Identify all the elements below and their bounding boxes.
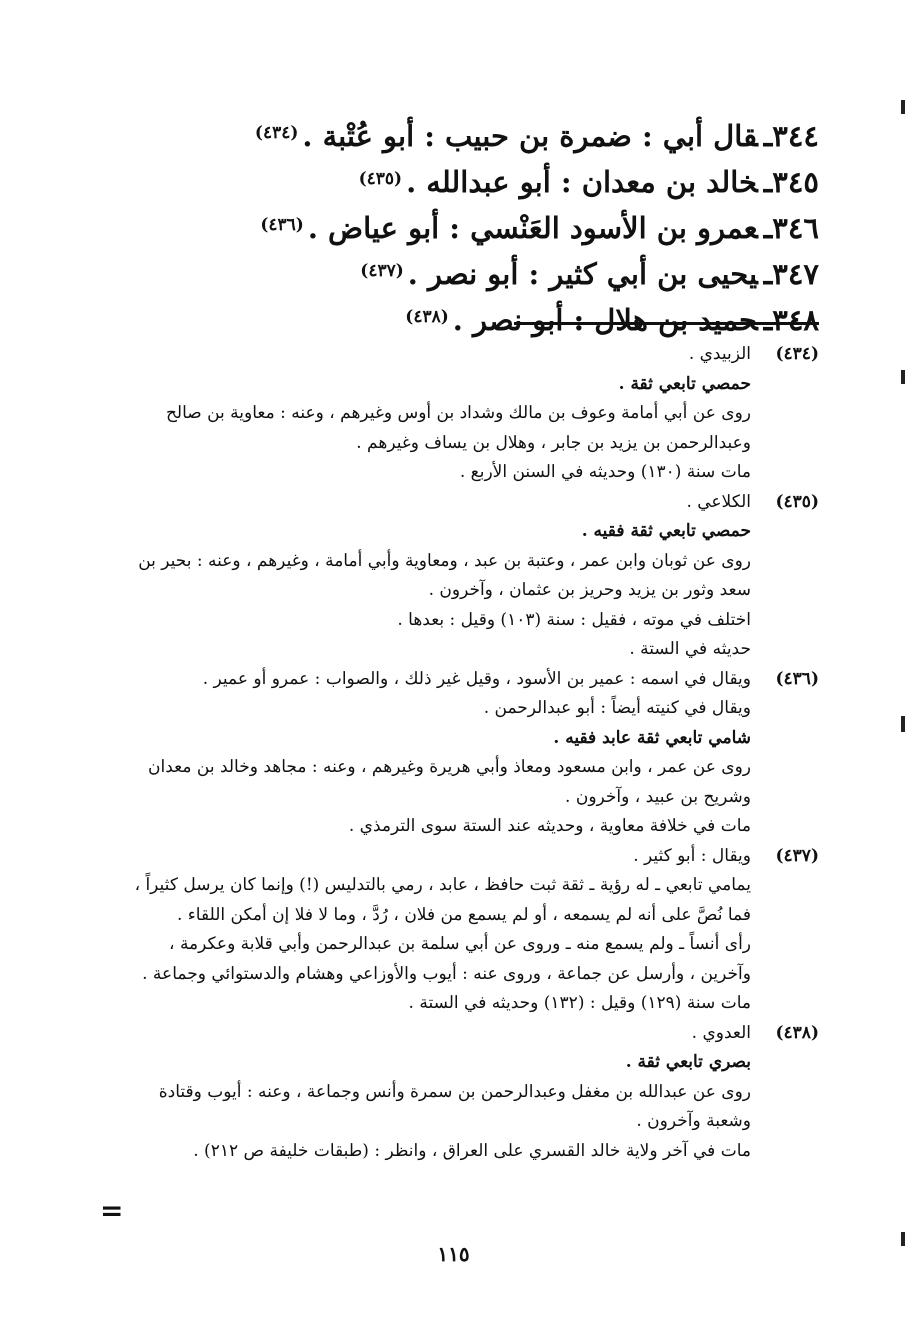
page-number: ١١٥ (437, 1242, 470, 1266)
footnote-line: شامي تابعي ثقة عابد فقيه . (553, 727, 751, 748)
main-entry (254, 112, 819, 158)
footnotes (127, 340, 819, 1166)
main-entries (254, 112, 819, 342)
scan-edge-mark (901, 100, 905, 114)
footnote (127, 842, 819, 1019)
main-entry (259, 158, 819, 204)
footnote-line: بصري تابعي ثقة . (625, 1052, 751, 1072)
footnote-line: روى عن ثوبان وابن عمر ، وعتبة بن عبد ، ومعاوية وأبي أمامة ، وغيرهم ، وعنه : بحير بن (138, 550, 751, 571)
entry-text: خالد بن معدان : أبو عبدالله . (406, 165, 758, 199)
footnote-line: حمصي تابعي ثقة . (618, 373, 751, 394)
footnote-number: (٤٣٧) (775, 845, 819, 866)
footnote-line: مات في آخر ولاية خالد القسري على العراق ، وانظر : (طبقات خليفة ص ٢١٢) . (193, 1140, 751, 1161)
entry-text: يحيى بن أبي كثير : أبو نصر . (407, 257, 758, 291)
entry-text: حميد بن هلال : أبو نصر . (452, 303, 758, 337)
footnote-number: (٤٣٤) (775, 344, 819, 364)
footnote-line: يمامي تابعي ـ له رؤية ـ ثقة ثبت حافظ ، عابد ، رمي بالتدليس (!) وإنما كان يرسل كثيراً ، (134, 875, 751, 895)
entry-footnote-ref: (٤٣٦) (260, 215, 304, 235)
footnote-line: روى عن عبدالله بن مغفل وعبدالرحمن بن سمرة وأنس وجماعة ، وعنه : أيوب وقتادة (158, 1081, 751, 1102)
footnote-line: مات سنة (١٢٩) وقيل : (١٣٢) وحديثه في الستة . (408, 993, 751, 1013)
entry-number: ٣٤٦ـ (763, 211, 819, 245)
footnote-number: (٤٣٨) (775, 1022, 819, 1043)
footnote-line: الكلاعي . (686, 491, 751, 512)
footnote-divider (514, 322, 819, 325)
entry-text: عمرو بن الأسود العَنْسي : أبو عياض . (307, 211, 758, 245)
footnote-line: روى عن عمر ، وابن مسعود ومعاذ وأبي هريرة وغيرهم ، وعنه : مجاهد وخالد بن معدان (148, 757, 751, 777)
footnote-line: وعبدالرحمن بن يزيد بن جابر ، وهلال بن يساف وغيرهم . (356, 432, 751, 453)
footnote-line: حمصي تابعي ثقة فقيه . (581, 521, 751, 541)
footnote (127, 1019, 819, 1167)
footnote-line: وشعبة وآخرون . (636, 1111, 751, 1131)
continuation-mark: = (100, 1194, 124, 1227)
footnote-line: مات سنة (١٣٠) وحديثه في السنن الأربع . (459, 462, 751, 482)
main-entry (259, 250, 819, 296)
footnote-line: ويقال : أبو كثير . (633, 845, 751, 866)
scan-edge-mark (901, 716, 905, 732)
footnote-number: (٤٣٥) (775, 491, 819, 512)
entry-footnote-ref: (٤٣٨) (405, 307, 449, 327)
footnote-number: (٤٣٦) (775, 668, 819, 689)
entry-number: ٣٤٨ـ (763, 303, 819, 337)
footnote-line: ويقال في كنيته أيضاً : أبو عبدالرحمن . (483, 698, 751, 718)
footnote-line: حديثه في الستة . (629, 639, 751, 659)
footnote-line: سعد وثور بن يزيد وحريز بن عثمان ، وآخرون . (428, 580, 751, 600)
footnote-line: ويقال في اسمه : عمير بن الأسود ، وقيل غير ذلك ، والصواب : عمرو أو عمير . (202, 668, 751, 689)
footnote-line: روى عن أبي أمامة وعوف بن مالك وشداد بن أوس وغيرهم ، وعنه : معاوية بن صالح (165, 403, 751, 423)
entry-number: ٣٤٥ـ (763, 165, 819, 199)
footnote-line: رأى أنساً ـ ولم يسمع منه ـ وروى عن أبي سلمة بن عبدالرحمن وأبي قلابة وعكرمة ، (169, 934, 751, 954)
entry-footnote-ref: (٤٣٥) (358, 169, 403, 189)
footnote (127, 488, 819, 665)
footnote-line: الزبيدي . (688, 344, 751, 364)
entry-text: قال أبي : ضمرة بن حبيب : أبو عُتْبة . (302, 119, 758, 153)
footnote (127, 665, 819, 842)
scan-edge-mark (901, 370, 905, 384)
scan-edge-mark (901, 1232, 905, 1246)
footnote-line: مات في خلافة معاوية ، وحديثه عند الستة سوى الترمذي . (348, 816, 751, 836)
entry-number: ٣٤٤ـ (763, 119, 819, 153)
entry-footnote-ref: (٤٣٤) (254, 123, 299, 143)
entry-number: ٣٤٧ـ (763, 257, 819, 291)
footnote-line: وشريح بن عبيد ، وآخرون . (565, 786, 751, 807)
footnote-line: فما نُصَّ على أنه لم يسمعه ، أو لم يسمع من فلان ، رُدَّ ، وما لا فلا إن أمكن اللقاء . (177, 904, 751, 925)
entry-footnote-ref: (٤٣٧) (360, 261, 404, 281)
main-entry (259, 204, 819, 250)
footnote-line: وآخرين ، وأرسل عن جماعة ، وروى عنه : أيوب والأوزاعي وهشام والدستوائي وجماعة . (142, 963, 751, 984)
footnote-line: العدوي . (691, 1022, 751, 1043)
footnote-line: اختلف في موته ، فقيل : سنة (١٠٣) وقيل : بعدها . (397, 609, 751, 630)
footnote (127, 340, 819, 488)
main-entry (259, 296, 819, 342)
